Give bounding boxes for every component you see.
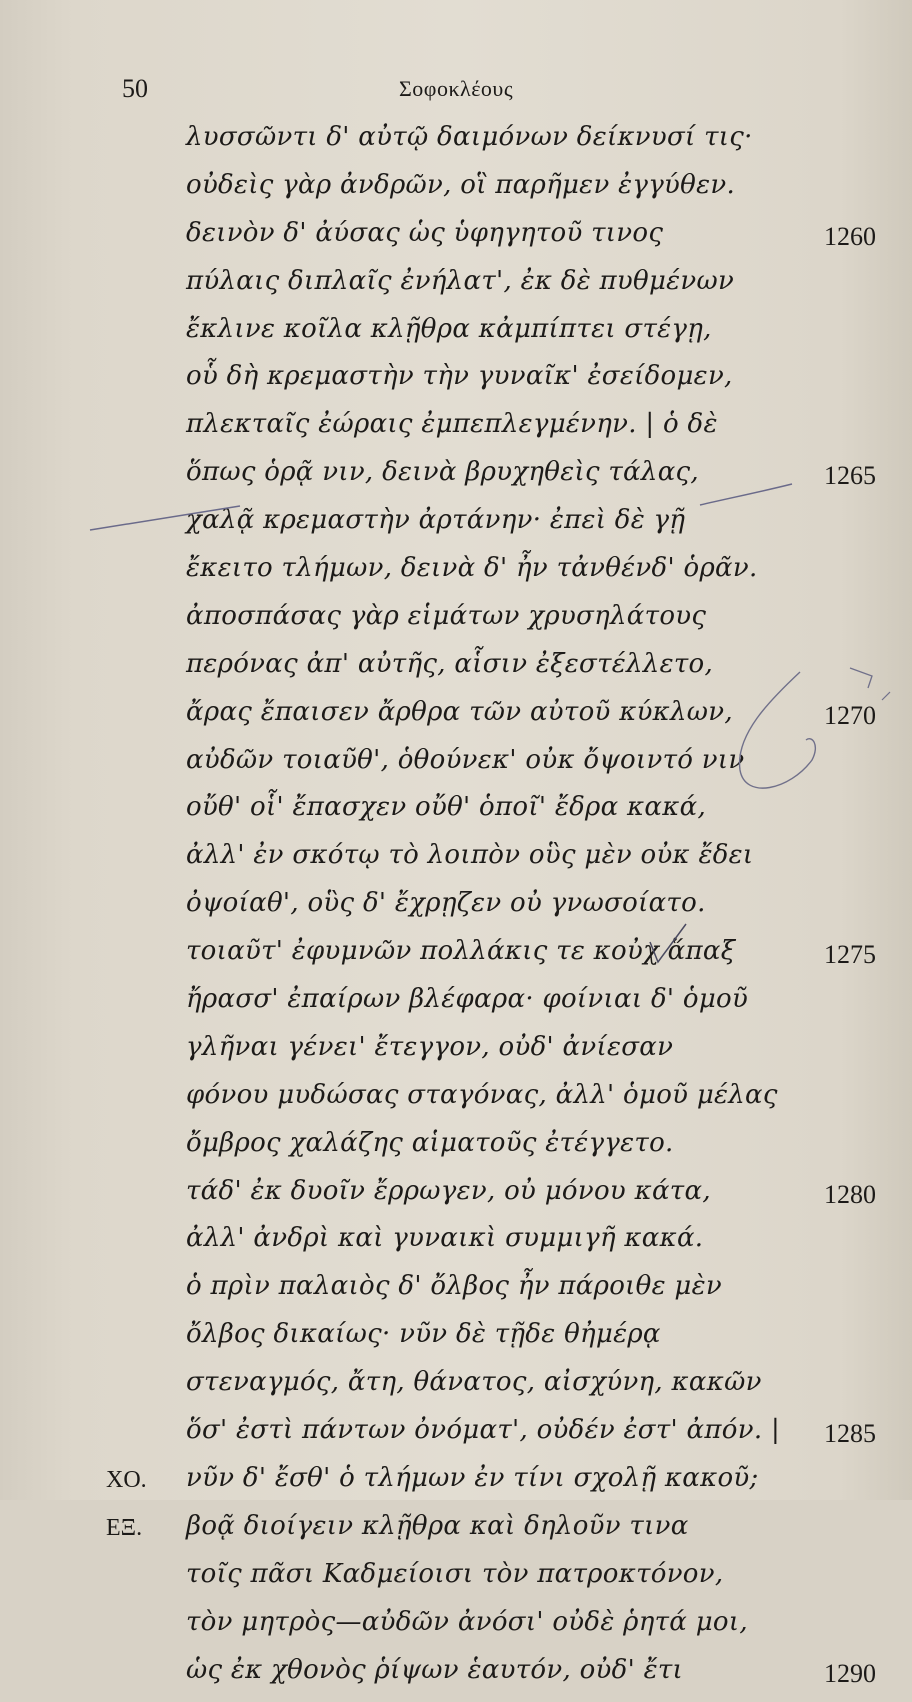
verse-text-line: ὅπως ὁρᾷ νιν, δεινὰ βρυχηθεὶς τάλας, <box>186 457 699 487</box>
verse-text-line: αὐδῶν τοιαῦθ', ὁθούνεκ' οὐκ ὄψοιντό νιν <box>186 745 744 775</box>
verse-line <box>0 218 912 266</box>
verse-text-line: δεινὸν δ' ἀύσας ὡς ὑφηγητοῦ τινος <box>186 218 663 248</box>
verse-line <box>0 457 912 505</box>
verse-text-line: ὁ πρὶν παλαιὸς δ' ὄλβος ἦν πάροιθε μὲν <box>186 1271 722 1301</box>
verse-line <box>0 1607 912 1655</box>
page-header <box>0 74 912 114</box>
verse-text-line: φόνου μυδώσας σταγόνας, ἀλλ' ὁμοῦ μέλας <box>186 1080 778 1110</box>
verse-line <box>0 697 912 745</box>
verse-text-line: ἤρασσ' ἐπαίρων βλέφαρα· φοίνιαι δ' ὁμοῦ <box>186 984 748 1014</box>
verse-text-line: βοᾷ διοίγειν κλῇθρα καὶ δηλοῦν τινα <box>186 1511 689 1541</box>
verse-text-line: ἀλλ' ἐν σκότῳ τὸ λοιπὸν οὓς μὲν οὐκ ἔδει <box>186 840 753 870</box>
verse-line <box>0 984 912 1032</box>
verse-text-line: οὐδεὶς γὰρ ἀνδρῶν, οἳ παρῆμεν ἐγγύθεν. <box>186 170 735 200</box>
verse-line <box>0 1176 912 1224</box>
verse-line <box>0 601 912 649</box>
verse-text-line: ὅσ' ἐστὶ πάντων ὀνόματ', οὐδέν ἐστ' ἀπόν. | <box>186 1415 780 1445</box>
verse-text-line: οὔθ' οἷ' ἔπασχεν οὔθ' ὁποῖ' ἔδρα κακά, <box>186 792 706 822</box>
speaker-label: ΕΞ. <box>106 1515 142 1542</box>
verse-line <box>0 745 912 793</box>
speaker-label: ΧΟ. <box>106 1467 147 1494</box>
verse-line <box>0 1367 912 1415</box>
verse-text-line: ὀψοίαθ', οὓς δ' ἔχρῃζεν οὐ γνωσοίατο. <box>186 888 706 918</box>
verse-line <box>0 1511 912 1559</box>
verse-text-line: στεναγμός, ἄτη, θάνατος, αἰσχύνη, κακῶν <box>186 1367 762 1397</box>
verse-line <box>0 1032 912 1080</box>
verse-text-line: πύλαις διπλαῖς ἐνήλατ', ἐκ δὲ πυθμένων <box>186 266 734 296</box>
verse-text-line: χαλᾷ κρεμαστὴν ἀρτάνην· ἐπεὶ δὲ γῇ <box>186 505 685 535</box>
verse-text-line: ἀλλ' ἀνδρὶ καὶ γυναικὶ συμμιγῆ κακά. <box>186 1223 703 1253</box>
verse-text-line: γλῆναι γένει' ἔτεγγον, οὐδ' ἀνίεσαν <box>186 1032 673 1062</box>
verse-line <box>0 170 912 218</box>
verse-text <box>0 122 912 1702</box>
page-number: 50 <box>122 74 148 104</box>
verse-line <box>0 122 912 170</box>
verse-line <box>0 1463 912 1511</box>
verse-line <box>0 1415 912 1463</box>
verse-text-line: τοῖς πᾶσι Καδμείοισι τὸν πατροκτόνον, <box>186 1559 723 1589</box>
verse-text-line: ἔκλινε κοῖλα κλῇθρα κἀμπίπτει στέγῃ, <box>186 314 712 344</box>
verse-line <box>0 1319 912 1367</box>
verse-line <box>0 1080 912 1128</box>
verse-text-line: τὸν μητρὸς—αὐδῶν ἀνόσι' οὐδὲ ῥητά μοι, <box>186 1607 748 1637</box>
verse-line <box>0 1559 912 1607</box>
verse-line <box>0 553 912 601</box>
verse-text-line: ὄμβρος χαλάζης αἱματοῦς ἐτέγγετο. <box>186 1128 674 1158</box>
verse-text-line: τοιαῦτ' ἐφυμνῶν πολλάκις τε κοὐχ ἅπαξ <box>186 936 735 966</box>
line-number: 1290 <box>796 1659 876 1689</box>
verse-text-line: ὄλβος δικαίως· νῦν δὲ τῇδε θἠμέρᾳ <box>186 1319 661 1349</box>
verse-text-line: πλεκταῖς ἐώραις ἐμπεπλεγμένην. | ὁ δὲ <box>186 409 718 439</box>
verse-line <box>0 792 912 840</box>
verse-text-line: ἄρας ἔπαισεν ἄρθρα τῶν αὐτοῦ κύκλων, <box>186 697 733 727</box>
verse-text-line: ἀποσπάσας γὰρ εἱμάτων χρυσηλάτους <box>186 601 706 631</box>
verse-line <box>0 936 912 984</box>
line-number: 1275 <box>796 940 876 970</box>
verse-line <box>0 840 912 888</box>
line-number: 1270 <box>796 701 876 731</box>
verse-line <box>0 361 912 409</box>
line-number: 1285 <box>796 1419 876 1449</box>
verse-line <box>0 409 912 457</box>
verse-line <box>0 266 912 314</box>
verse-line <box>0 1271 912 1319</box>
verse-text-line: νῦν δ' ἔσθ' ὁ τλήμων ἐν τίνι σχολῇ κακοῦ; <box>186 1463 759 1493</box>
verse-line <box>0 888 912 936</box>
verse-text-line: ἔκειτο τλήμων, δεινὰ δ' ἦν τἀνθένδ' ὁρᾶν. <box>186 553 758 583</box>
verse-text-line: ὡς ἐκ χθονὸς ῥίψων ἑαυτόν, οὐδ' ἔτι <box>186 1655 683 1685</box>
verse-text-line: λυσσῶντι δ' αὐτῷ δαιμόνων δείκνυσί τις· <box>186 122 753 152</box>
line-number: 1265 <box>796 461 876 491</box>
verse-line <box>0 1223 912 1271</box>
verse-line <box>0 1128 912 1176</box>
verse-line <box>0 649 912 697</box>
verse-line <box>0 505 912 553</box>
verse-text-line: περόνας ἀπ' αὐτῆς, αἷσιν ἐξεστέλλετο, <box>186 649 713 679</box>
verse-line <box>0 1655 912 1702</box>
verse-text-line: οὗ δὴ κρεμαστὴν τὴν γυναῖκ' ἐσείδομεν, <box>186 361 733 391</box>
line-number: 1260 <box>796 222 876 252</box>
line-number: 1280 <box>796 1180 876 1210</box>
verse-text-line: τάδ' ἐκ δυοῖν ἔρρωγεν, οὐ μόνου κάτα, <box>186 1176 711 1206</box>
running-title: Σοφοκλέους <box>0 76 912 102</box>
verse-line <box>0 314 912 362</box>
